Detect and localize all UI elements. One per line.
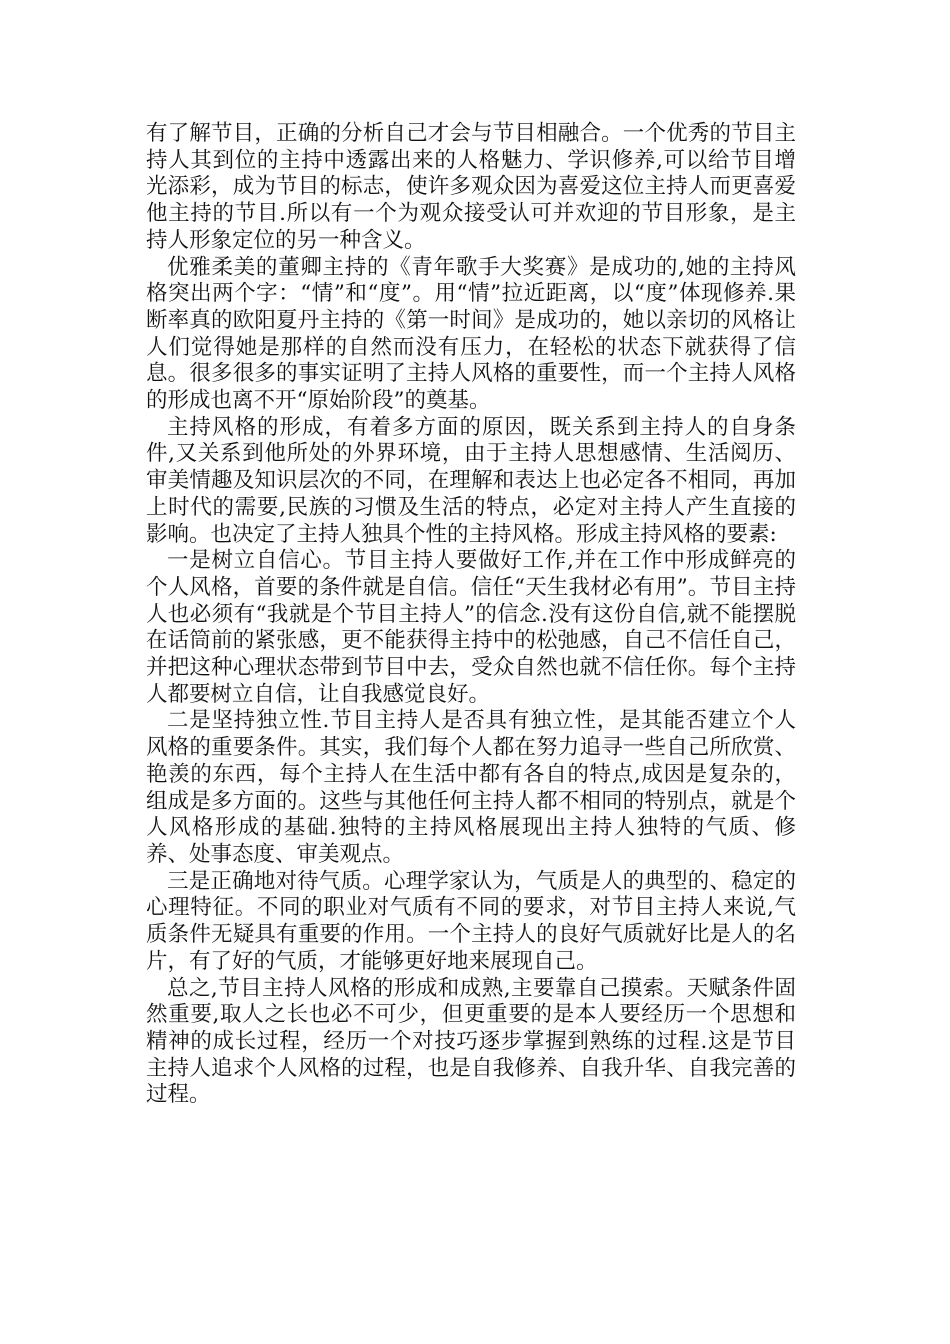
paragraph-4: 一是树立自信心。节目主持人要做好工作,并在工作中形成鲜亮的个人风格，首要的条件就是自信。信任“天生我材必有用”。节目主持人也必须有“我就是个节目主持人”的信念.没有这份自信,就不能摆脱在话筒前的紧张感，更不能获得主持中的松弛感，自己不信任自己，并把这种心理状态带到节目中去，受众自然也就不信任你。每个主持人都要树立自信，让自我感觉良好。 [146,548,796,707]
paragraph-2: 优雅柔美的董卿主持的《青年歌手大奖赛》是成功的,她的主持风格突出两个字：“情”和“度”。用“情”拉近距离，以“度”体现修养.果断率真的欧阳夏丹主持的《第一时间》是成功的，她以亲切的风格让人们觉得她是那样的自然而没有压力，在轻松的状态下就获得了信息。很多很多的事实证明了主持人风格的重要性，而一个主持人风格的形成也离不开“原始阶段”的奠基。 [146,254,796,414]
document-body [146,121,796,1109]
paragraph-7: 总之,节目主持人风格的形成和成熟,主要靠自己摸索。天赋条件固然重要,取人之长也必不可少，但更重要的是本人要经历一个思想和精神的成长过程，经历一个对技巧逐步掌握到熟练的过程.这是节目主持人追求个人风格的过程，也是自我修养、自我升华、自我完善的过程。 [146,975,796,1108]
paragraph-5: 二是坚持独立性.节目主持人是否具有独立性，是其能否建立个人风格的重要条件。其实，我们每个人都在努力追寻一些自己所欣赏、艳羡的东西，每个主持人在生活中都有各自的特点,成因是复杂的，组成是多方面的。这些与其他任何主持人都不相同的特别点，就是个人风格形成的基础.独特的主持风格展现出主持人独特的气质、修养、处事态度、审美观点。 [146,708,796,867]
paragraph-1: 有了解节目，正确的分析自己才会与节目相融合。一个优秀的节目主持人其到位的主持中透露出来的人格魅力、学识修养,可以给节目增光添彩，成为节目的标志，使许多观众因为喜爱这位主持人而更喜爱他主持的节目.所以有一个为观众接受认可并欢迎的节目形象，是主持人形象定位的另一种含义。 [146,121,796,253]
paragraph-6: 三是正确地对待气质。心理学家认为，气质是人的典型的、稳定的心理特征。不同的职业对气质有不同的要求，对节目主持人来说,气质条件无疑具有重要的作用。一个主持人的良好气质就好比是人的名片，有了好的气质，才能够更好地来展现自己。 [146,868,796,974]
paragraph-3: 主持风格的形成，有着多方面的原因，既关系到主持人的自身条件,又关系到他所处的外界环境，由于主持人思想感情、生活阅历、审美情趣及知识层次的不同，在理解和表达上也必定各不相同，再加上时代的需要,民族的习惯及生活的特点，必定对主持人产生直接的影响。也决定了主持人独具个性的主持风格。形成主持风格的要素: [146,414,796,547]
